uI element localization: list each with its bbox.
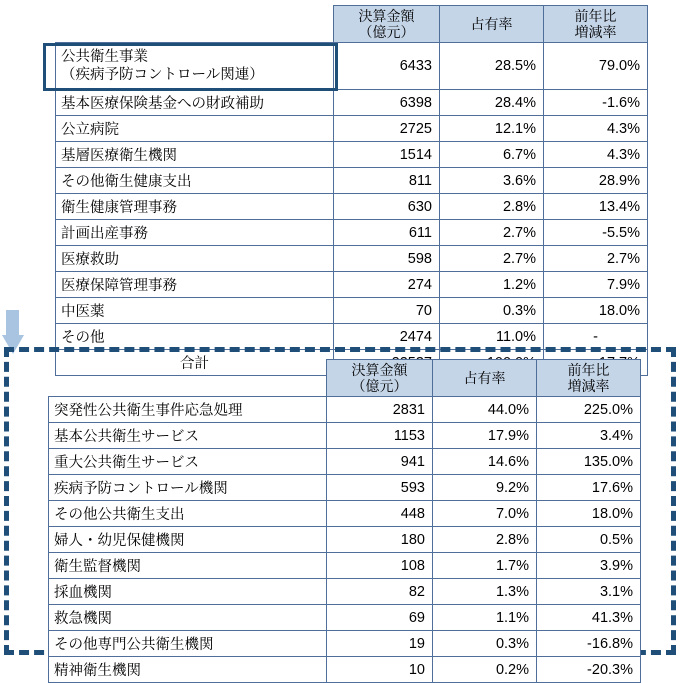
table-row [49, 449, 641, 475]
row-label: 計画出産事務 [56, 220, 334, 246]
table-row [56, 194, 648, 220]
row-label: 公立病院 [56, 116, 334, 142]
row-yoy: 7.9% [544, 272, 648, 298]
row-amount: 941 [327, 449, 433, 475]
row-label: 基層医療衛生機関 [56, 142, 334, 168]
header-amount-line2: （億元） [358, 24, 415, 41]
table-row [49, 579, 641, 605]
row-amount: 180 [327, 527, 433, 553]
row-share: 28.5% [440, 43, 544, 90]
row-label: その他衛生健康支出 [56, 168, 334, 194]
table-row [49, 553, 641, 579]
row-yoy: 3.1% [537, 579, 641, 605]
row-amount: 593 [327, 475, 433, 501]
header-amount [334, 6, 440, 43]
row-label: 救急機関 [49, 605, 327, 631]
row-amount: 6398 [334, 90, 440, 116]
table-row [56, 90, 648, 116]
row-share: 1.3% [433, 579, 537, 605]
table-row [49, 475, 641, 501]
row-yoy: 0.5% [537, 527, 641, 553]
table-row [56, 43, 648, 90]
header-amount-line2: （億元） [351, 378, 408, 395]
row-label: 衛生健康管理事務 [56, 194, 334, 220]
row-yoy: 3.4% [537, 423, 641, 449]
header-yoy-line1: 前年比 [574, 8, 617, 24]
row-yoy: - [544, 324, 648, 350]
header-amount-line1: 決算金額 [358, 8, 415, 24]
row-amount: 811 [334, 168, 440, 194]
row-yoy: 41.3% [537, 605, 641, 631]
row-label: 疾病予防コントロール機関 [49, 475, 327, 501]
row-yoy: 13.4% [544, 194, 648, 220]
table-row [49, 605, 641, 631]
table-row [49, 657, 641, 683]
row-amount: 1153 [327, 423, 433, 449]
row-share: 14.6% [433, 449, 537, 475]
header-amount [327, 360, 433, 397]
table-row [49, 397, 641, 423]
row-share: 0.3% [440, 298, 544, 324]
row-amount: 2725 [334, 116, 440, 142]
header-amount-line1: 決算金額 [351, 362, 408, 378]
table-row [49, 631, 641, 657]
row-amount: 630 [334, 194, 440, 220]
row-share: 2.7% [440, 246, 544, 272]
table-header-row [49, 360, 641, 397]
table-row [56, 116, 648, 142]
row-amount: 70 [334, 298, 440, 324]
row-amount: 448 [327, 501, 433, 527]
total-label: 合計 [56, 350, 334, 376]
row-yoy: 3.9% [537, 553, 641, 579]
row-amount: 2474 [334, 324, 440, 350]
table-header-row [56, 6, 648, 43]
row-yoy: 79.0% [544, 43, 648, 90]
header-blank-cell [49, 360, 327, 397]
row-label: 重大公共衛生サービス [49, 449, 327, 475]
header-share: 占有率 [440, 6, 544, 43]
row-yoy: 225.0% [537, 397, 641, 423]
row-share: 44.0% [433, 397, 537, 423]
row-label-highlighted [56, 43, 334, 90]
row-yoy: 28.9% [544, 168, 648, 194]
row-amount: 2831 [327, 397, 433, 423]
row-label: 衛生監督機関 [49, 553, 327, 579]
row-share: 3.6% [440, 168, 544, 194]
row-amount: 19 [327, 631, 433, 657]
row-label: 採血機関 [49, 579, 327, 605]
table-row [56, 246, 648, 272]
row-amount: 108 [327, 553, 433, 579]
row-share: 2.8% [433, 527, 537, 553]
row-amount: 274 [334, 272, 440, 298]
row-yoy: 17.6% [537, 475, 641, 501]
row-yoy: -1.6% [544, 90, 648, 116]
row-share: 1.2% [440, 272, 544, 298]
row-label: 基本公共衛生サービス [49, 423, 327, 449]
row-share: 11.0% [440, 324, 544, 350]
row-share: 0.2% [433, 657, 537, 683]
row-label: その他 [56, 324, 334, 350]
table-row [49, 501, 641, 527]
row-label: 中医薬 [56, 298, 334, 324]
header-yoy-line2: 増減率 [567, 378, 610, 395]
row-amount: 6433 [334, 43, 440, 90]
row-label: 基本医療保険基金への財政補助 [56, 90, 334, 116]
top-table-container [55, 5, 648, 376]
row-share: 2.8% [440, 194, 544, 220]
header-yoy-line1: 前年比 [567, 362, 610, 378]
row-yoy: -5.5% [544, 220, 648, 246]
table-row [49, 527, 641, 553]
row-amount: 82 [327, 579, 433, 605]
public-health-breakdown-table [48, 359, 641, 683]
row-label: その他公共衛生支出 [49, 501, 327, 527]
header-blank-cell [56, 6, 334, 43]
row-share: 28.4% [440, 90, 544, 116]
row-yoy: 4.3% [544, 142, 648, 168]
row-yoy: -20.3% [537, 657, 641, 683]
row-amount: 611 [334, 220, 440, 246]
row-label-line1: 公共衛生事業 [61, 49, 148, 66]
header-share: 占有率 [433, 360, 537, 397]
table-row [56, 272, 648, 298]
row-share: 1.7% [433, 553, 537, 579]
row-amount: 10 [327, 657, 433, 683]
row-amount: 69 [327, 605, 433, 631]
arrow-stem [6, 310, 19, 336]
row-yoy: -16.8% [537, 631, 641, 657]
row-yoy: 18.0% [537, 501, 641, 527]
table-row [49, 423, 641, 449]
header-yoy [544, 6, 648, 43]
row-label: 突発性公共衛生事件応急処理 [49, 397, 327, 423]
row-share: 0.3% [433, 631, 537, 657]
row-yoy: 2.7% [544, 246, 648, 272]
row-share: 17.9% [433, 423, 537, 449]
row-yoy: 135.0% [537, 449, 641, 475]
row-label: その他専門公共衛生機関 [49, 631, 327, 657]
row-amount: 598 [334, 246, 440, 272]
row-share: 12.1% [440, 116, 544, 142]
row-share: 1.1% [433, 605, 537, 631]
table-row [56, 168, 648, 194]
row-share: 6.7% [440, 142, 544, 168]
bottom-table-container [48, 359, 641, 683]
table-row [56, 298, 648, 324]
row-share: 7.0% [433, 501, 537, 527]
row-yoy: 4.3% [544, 116, 648, 142]
row-amount: 1514 [334, 142, 440, 168]
table-row [56, 324, 648, 350]
health-expenditure-table [55, 5, 648, 376]
row-label: 医療保障管理事務 [56, 272, 334, 298]
table-row [56, 220, 648, 246]
row-label-line2: （疾病予防コントロール関連） [61, 67, 264, 84]
row-label: 医療救助 [56, 246, 334, 272]
table-row [56, 142, 648, 168]
row-label: 精神衛生機関 [49, 657, 327, 683]
row-label: 婦人・幼児保健機関 [49, 527, 327, 553]
header-yoy [537, 360, 641, 397]
row-yoy: 18.0% [544, 298, 648, 324]
row-share: 2.7% [440, 220, 544, 246]
row-share: 9.2% [433, 475, 537, 501]
header-yoy-line2: 増減率 [574, 24, 617, 41]
